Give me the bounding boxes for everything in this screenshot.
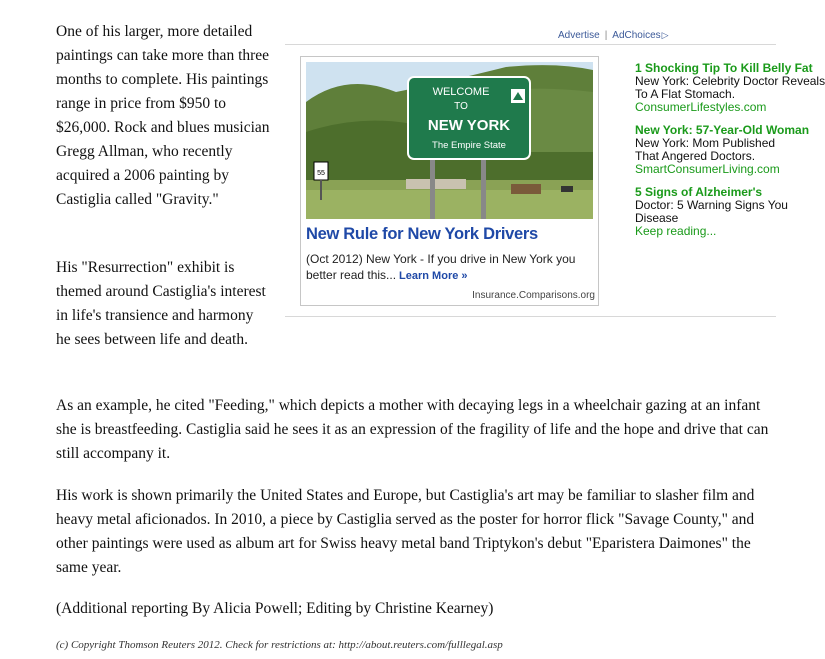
side-ad-line: New York: Celebrity Doctor Reveals: [635, 74, 825, 88]
featured-ad[interactable]: [300, 56, 599, 306]
speed-limit-sign-text: 55: [317, 170, 325, 177]
ad-headline-link[interactable]: New Rule for New York Drivers: [306, 225, 538, 243]
side-ads-column: [635, 61, 825, 248]
ad-top-divider: [285, 44, 776, 45]
side-ad-line: New York: Mom Published: [635, 136, 776, 150]
side-ad-3[interactable]: [635, 185, 788, 238]
advertise-link[interactable]: Advertise: [558, 30, 600, 41]
ad-image-new-york-sign[interactable]: [306, 62, 593, 219]
side-ad-1[interactable]: [635, 61, 825, 114]
side-ad-url[interactable]: ConsumerLifestyles.com: [635, 100, 767, 114]
ad-source-domain[interactable]: Insurance.Comparisons.org: [472, 290, 595, 301]
ad-header-links: [558, 30, 669, 41]
sign-to-text: TO: [454, 101, 468, 112]
article-paragraph-2: His "Resurrection" exhibit is themed around Castiglia's interest in life's transience and harmony he sees between life and death.: [56, 259, 266, 348]
side-ad-url[interactable]: SmartConsumerLiving.com: [635, 162, 780, 176]
side-ad-line: To A Flat Stomach.: [635, 87, 736, 101]
adchoices-triangle-icon: ▷: [661, 30, 669, 40]
article-paragraph-3: As an example, he cited "Feeding," which depicts a mother with decaying legs in a wheelchair gazing at an infant she is breastfeeding. Castiglia said he sees it as an expression of the fragility of life and the hope and drive that can still accompany it.: [56, 397, 769, 462]
side-ad-line: Disease: [635, 211, 679, 225]
side-ad-title[interactable]: 1 Shocking Tip To Kill Belly Fat: [635, 61, 813, 75]
ad-description: (Oct 2012) New York - If you drive in New York you better read this... Learn More »: [306, 252, 576, 282]
adchoices-link[interactable]: AdChoices▷: [612, 30, 669, 41]
learn-more-link[interactable]: Learn More »: [399, 270, 468, 282]
sign-welcome-text: WELCOME: [432, 86, 490, 98]
sign-empire-state-text: The Empire State: [432, 140, 506, 151]
side-ad-2[interactable]: [635, 123, 810, 176]
article-paragraph-1: One of his larger, more detailed paintings can take more than three months to complete. His paintings range in price from $950 to $26,000. Rock and blues musician Gregg Allman, who recently acquired a 2006 painting by Castiglia called "Gravity.": [56, 23, 270, 208]
side-ad-line: That Angered Doctors.: [635, 149, 756, 163]
article-credits: (Additional reporting By Alicia Powell; Editing by Christine Kearney): [56, 600, 494, 617]
side-ad-title[interactable]: 5 Signs of Alzheimer's: [635, 185, 763, 199]
side-ad-line: Doctor: 5 Warning Signs You: [635, 198, 788, 212]
article-paragraph-4: His work is shown primarily the United States and Europe, but Castiglia's art may be familiar to slasher film and heavy metal aficionados. In 2010, a piece by Castiglia served as the poster for horror flick "Savage County," and other paintings were used as album art for Swiss heavy metal band Triptykon's debut "Eparistera Daimones" the same year.: [56, 487, 755, 576]
ad-bottom-divider: [285, 316, 776, 317]
ad-block: [285, 25, 825, 317]
ad-links-separator: |: [604, 30, 608, 41]
copyright-notice: (c) Copyright Thomson Reuters 2012. Check for restrictions at: http://about.reuters.com/fulllegal.asp: [56, 639, 503, 651]
sign-new-york-text: NEW YORK: [427, 117, 511, 134]
side-ad-keep-reading[interactable]: Keep reading...: [635, 224, 717, 238]
side-ad-title[interactable]: New York: 57-Year-Old Woman: [635, 123, 810, 137]
